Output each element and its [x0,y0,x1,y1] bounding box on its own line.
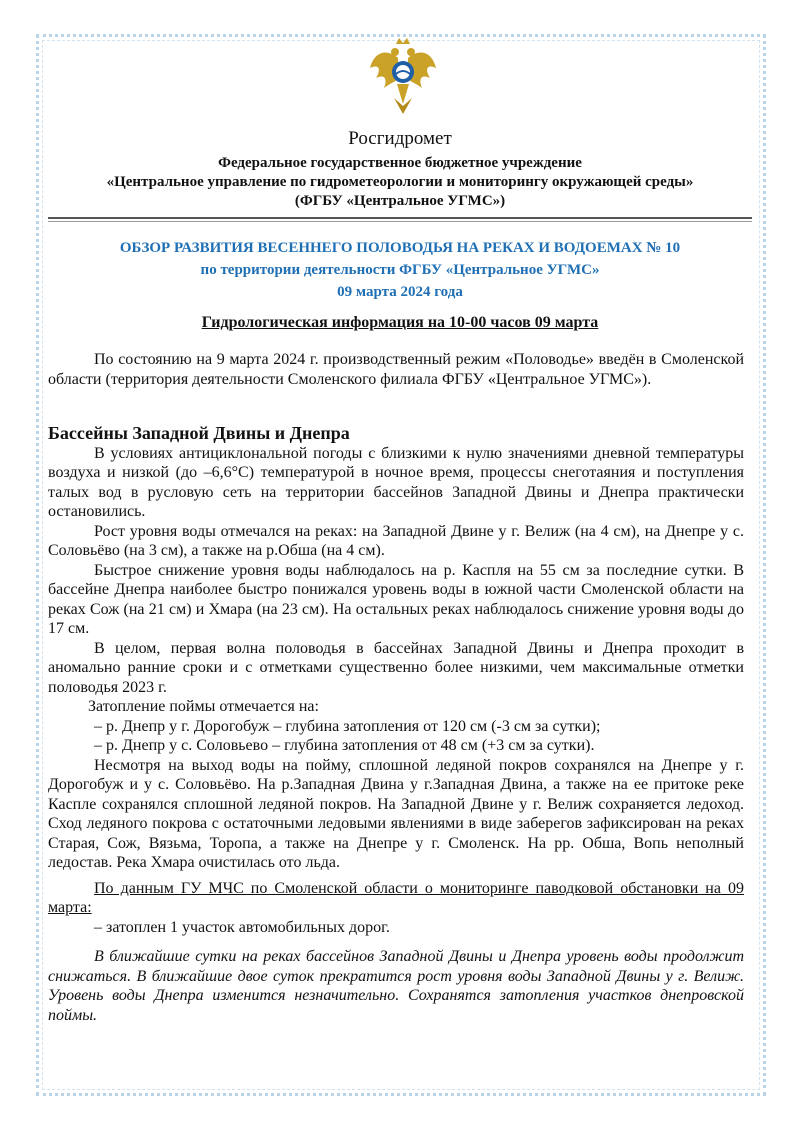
flood-item: – р. Днепр у с. Соловьево – глубина затопления от 48 см (+3 см за сутки). [94,737,595,754]
section-heading: Бассейны Западной Двины и Днепра [48,423,350,443]
paragraph-summary: В целом, первая волна половодья в бассейнах Западной Двины и Днепра проходит в аномально ранние сроки и с отметками существенно более низкими, чем максимальные отметки половодья 2023 г. [48,639,744,696]
intro-text: По состоянию на 9 марта 2024 г. производственный режим «Половодье» введён в Смоленской области (территория деятельности Смоленского филиала ФГБУ «Центральное УГМС»). [48,351,744,388]
paragraph-decline: Быстрое снижение уровня воды наблюдалось на р. Каспля на 55 см за последние сутки. В бассейне Днепра наиболее быстро понижался уровень воды в южной части Смоленской области на реках Сож (на 21 см) и Хмара (на 23 см). На остальных реках наблюдалось снижение уровня воды до 17 см. [48,561,744,637]
report-territory: по территории деятельности ФГБУ «Центральное УГМС» [200,262,600,278]
mchs-item: – затоплен 1 участок автомобильных дорог. [94,918,390,936]
paragraph-weather: В условиях антициклональной погоды с близкими к нулю значениями дневной температуры воздуха и низкой (до –6,6°С) температурой в ночное время, процессы снеготаяния и поступления талых вод в русловую сеть на территории бассейнов Западной Двины и Днепра практически остановились. [48,444,744,520]
paragraph-ice: Несмотря на выход воды на пойму, сплошной ледяной покров сохранялся на Днепре у г. Дорогобуж и у с. Соловьёво. На р.Западная Двина у г.Западная Двина, а также на ее притоке реке Каспле сохранялся сплошной ледяной покров. На Западной Двине у г. Велиж сохраняется ледоход. Сход ледяного покрова с остаточными ледовыми явлениями в виде заберегов зафиксирован на реках Старая, Сож, Вязьма, Торопа, а также на Днепре у г. Смоленск. На рр. Обша, Вопь неполный ледостав. Река Хмара очистилась ото льда. [48,756,744,871]
report-date: 09 марта 2024 года [337,284,463,300]
roshydromet-emblem-icon [368,38,438,118]
paragraph-rise: Рост уровня воды отмечался на реках: на Западной Двине у г. Велиж (на 4 см), на Днепре у с. Соловьёво (на 3 см), а также на р.Обша (на 4 см). [48,522,744,559]
header-divider [48,217,752,219]
report-title: ОБЗОР РАЗВИТИЯ ВЕСЕННЕГО ПОЛОВОДЬЯ НА РЕКАХ И ВОДОЕМАХ № 10 [119,240,681,256]
org-line-1: Федеральное государственное бюджетное учреждение [218,155,582,171]
flood-intro: Затопление поймы отмечается на: [88,698,319,715]
flood-item: – р. Днепр у г. Дорогобуж – глубина затопления от 120 см (-3 см за сутки); [94,717,601,735]
section-subtitle: Гидрологическая информация на 10-00 часов 09 марта [201,314,599,331]
org-line-2: «Центральное управление по гидрометеорологии и мониторингу окружающей среды» [106,174,694,190]
mchs-heading: По данным ГУ МЧС по Смоленской области о мониторинге паводковой обстановки на 09 марта: [48,879,744,916]
org-title: Росгидромет [348,128,452,149]
forecast-paragraph: В ближайшие сутки на реках бассейнов Западной Двины и Днепра уровень воды продолжит снижаться. В ближайшие двое суток прекратится рост уровня воды Западной Двины у г. Велиж. Уровень воды Днепра изменится незначительно. Сохранятся затопления участков днепровской поймы. [48,948,744,1024]
org-line-3: (ФГБУ «Центральное УГМС») [294,193,506,209]
main-section [48,424,744,1025]
intro-paragraph [48,350,744,389]
header-divider-thin [48,221,752,222]
